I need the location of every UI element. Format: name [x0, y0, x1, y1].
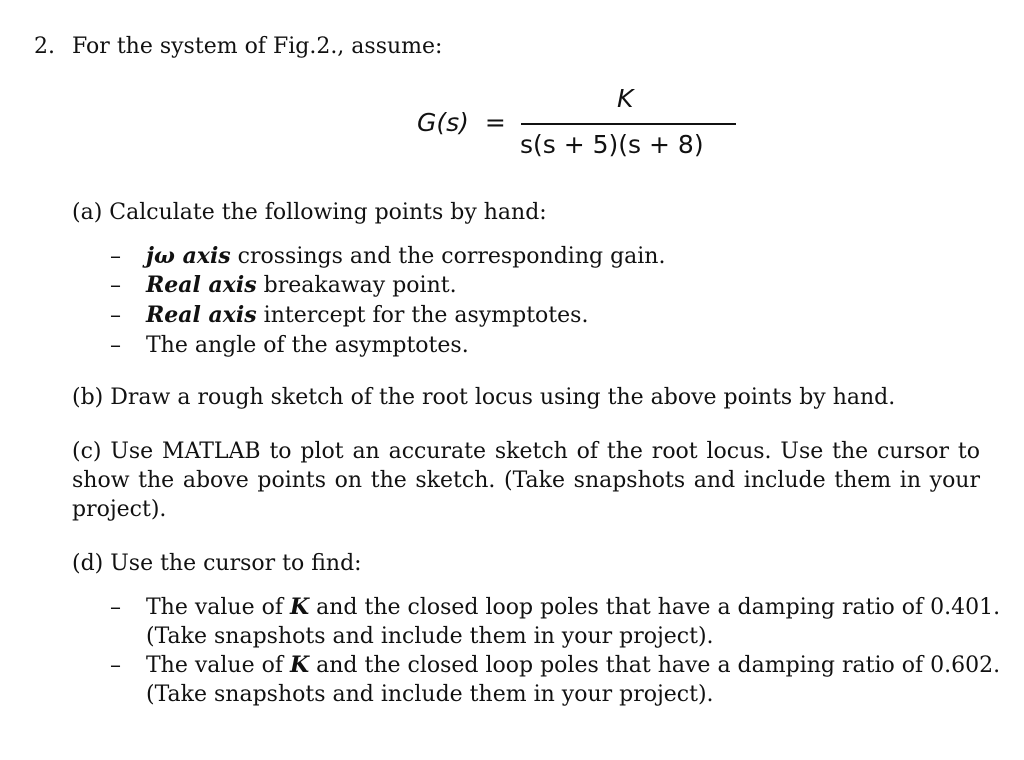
part-a-item-4 — [146, 331, 469, 360]
part-b-text: (b) Draw a rough sketch of the root locus using the above points by hand. — [72, 385, 896, 410]
equation-numerator — [617, 84, 633, 113]
item-emphasis: K — [290, 594, 310, 620]
equation-lhs — [417, 108, 506, 137]
item-emphasis: K — [290, 652, 310, 678]
item-text: The angle of the asymptotes. — [146, 333, 469, 358]
part-a-item-2 — [146, 271, 457, 300]
item-text: and the closed loop poles that have a damping ratio of 0.401. — [309, 595, 1001, 620]
part-d-item-2-note: (Take snapshots and include them in your project). — [146, 682, 714, 707]
part-c-text: (c) Use MATLAB to plot an accurate sketch of the root locus. Use the cursor to show the above points on the sketch. (Take snapshots and include them in your project). — [72, 439, 980, 522]
item-emphasis: Real axis — [146, 272, 257, 298]
part-a-item-1 — [146, 242, 665, 271]
item-emphasis: jω axis — [146, 243, 231, 269]
equation-lhs-expr: G(s) — [417, 108, 469, 137]
part-a-heading: (a) Calculate the following points by hand: — [72, 200, 547, 225]
item-text: and the closed loop poles that have a damping ratio of 0.602. — [309, 653, 1001, 678]
equation-denominator — [520, 130, 704, 159]
bullet-dash: – — [110, 653, 121, 678]
part-d-item-1 — [146, 593, 1000, 622]
problem-intro: For the system of Fig.2., assume: — [72, 34, 443, 59]
item-text: The value of — [146, 653, 290, 678]
equals-sign: = — [484, 108, 506, 137]
part-d-item-2 — [146, 651, 1000, 680]
bullet-dash: – — [110, 303, 121, 328]
equation-numerator-expr: K — [617, 84, 634, 113]
bullet-dash: – — [110, 244, 121, 269]
item-text: intercept for the asymptotes. — [256, 303, 589, 328]
item-emphasis: Real axis — [146, 302, 257, 328]
part-a-item-3 — [146, 301, 588, 330]
bullet-dash: – — [110, 333, 121, 358]
item-text: crossings and the corresponding gain. — [230, 244, 666, 269]
equation-denominator-expr: s(s + 5)(s + 8) — [520, 130, 704, 159]
problem-number: 2. — [34, 34, 55, 59]
bullet-dash: – — [110, 273, 121, 298]
part-d-item-1-note: (Take snapshots and include them in your project). — [146, 624, 714, 649]
item-text: breakaway point. — [256, 273, 457, 298]
part-d-heading: (d) Use the cursor to find: — [72, 551, 362, 576]
bullet-dash: – — [110, 595, 121, 620]
item-text: The value of — [146, 595, 290, 620]
fraction-bar — [521, 123, 736, 125]
